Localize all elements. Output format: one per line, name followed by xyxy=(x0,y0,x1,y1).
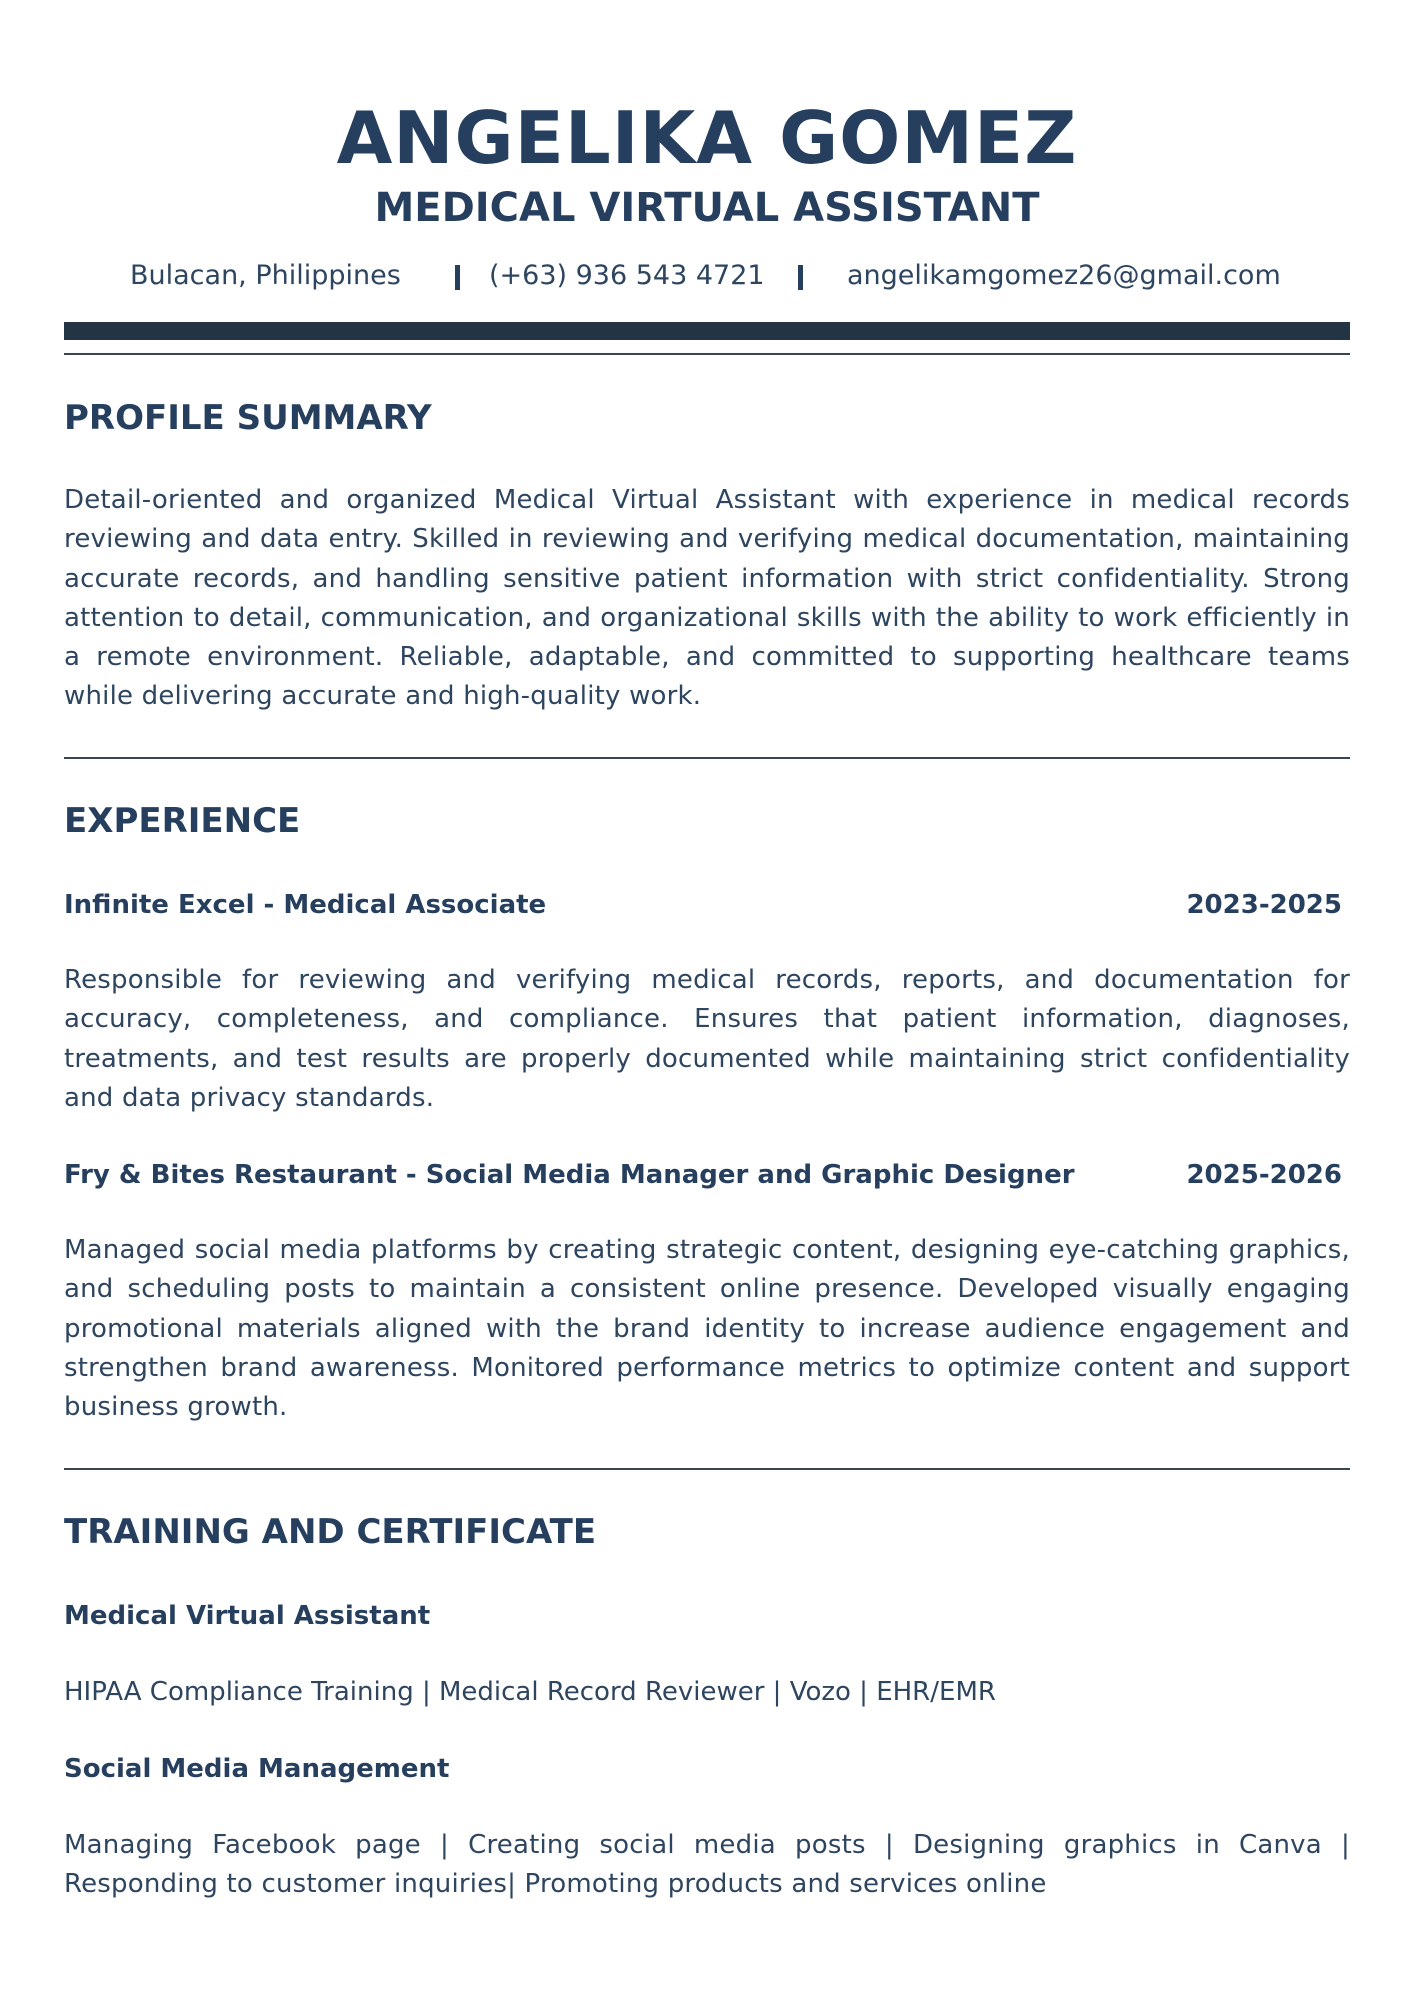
job-dates: 2023-2025 xyxy=(1186,890,1342,920)
contact-location: Bulacan, Philippines xyxy=(130,260,401,291)
contact-separator xyxy=(798,265,803,290)
contact-phone: (+63) 936 543 4721 xyxy=(489,260,765,291)
job-title: Infinite Excel - Medical Associate xyxy=(64,890,547,920)
contact-line xyxy=(64,258,1350,294)
job-description: Managed social media platforms by creating strategic content, designing eye-catching graphics, and scheduling posts to maintain a consistent online presence. Developed visually engaging promotional materials aligned with the brand identity to increase audience engagement and strengthen brand awareness. Monitored performance metrics to optimize content and support business growth. xyxy=(64,1235,1350,1423)
contact-separator xyxy=(455,265,460,290)
job-description: Responsible for reviewing and verifying medical records, reports, and documentation for accuracy, completeness, and compliance. Ensures that patient information, diagnoses, treatments, and test results are properly documented while maintaining strict confidentiality and data privacy standards. xyxy=(64,965,1350,1113)
candidate-name: ANGELIKA GOMEZ xyxy=(336,96,1078,180)
header-divider-thin xyxy=(64,353,1350,355)
section-divider xyxy=(64,1468,1350,1470)
header-divider-thick xyxy=(64,322,1350,340)
candidate-role: MEDICAL VIRTUAL ASSISTANT xyxy=(374,185,1040,231)
profile-summary-text: Detail-oriented and organized Medical Virtual Assistant with experience in medical records reviewing and data entry. Skilled in reviewing and verifying medical documentation, maintaining accurate records, and handling sensitive patient information with strict confidentiality. Strong attention to detail, communication, and organizational skills with the ability to work efficiently in a remote environment. Reliable, adaptable, and committed to supporting healthcare teams while delivering accurate and high-quality work. xyxy=(64,485,1350,712)
training-heading: Medical Virtual Assistant xyxy=(64,1601,431,1631)
training-details: HIPAA Compliance Training | Medical Record Reviewer | Vozo | EHR/EMR xyxy=(64,1677,996,1707)
training-heading: Social Media Management xyxy=(64,1754,450,1784)
contact-email: angelikamgomez26@gmail.com xyxy=(847,260,1281,291)
training-section-title: TRAINING AND CERTIFICATE xyxy=(64,1512,597,1552)
profile-section-title: PROFILE SUMMARY xyxy=(64,398,432,438)
job-title: Fry & Bites Restaurant - Social Media Manager and Graphic Designer xyxy=(64,1160,1075,1190)
experience-section-title: EXPERIENCE xyxy=(64,801,301,841)
section-divider xyxy=(64,757,1350,759)
training-details: Managing Facebook page | Creating social media posts | Designing graphics in Canva | Responding to customer inquiries| Promoting products and services online xyxy=(64,1830,1350,1900)
job-dates: 2025-2026 xyxy=(1186,1160,1342,1190)
